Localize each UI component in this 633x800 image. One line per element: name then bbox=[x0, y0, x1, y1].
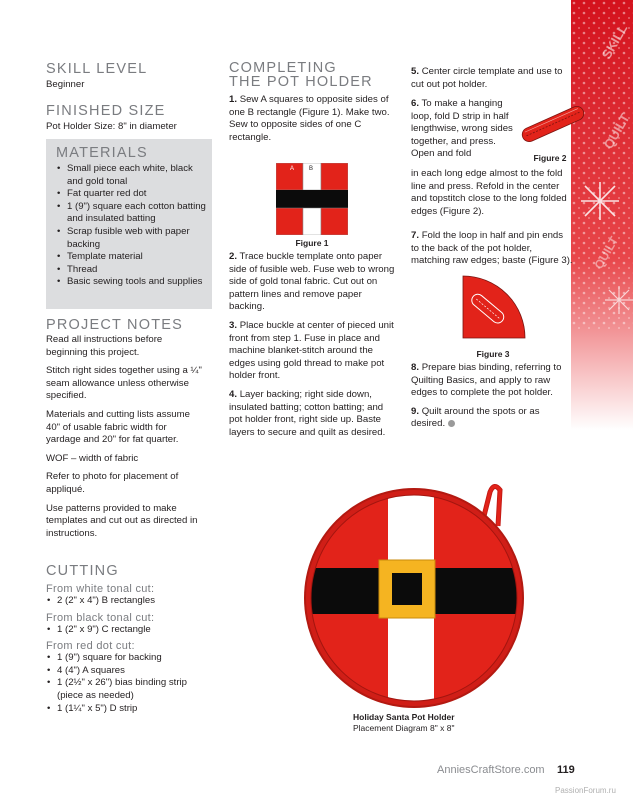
watermark: PassionForum.ru bbox=[555, 786, 616, 795]
step-text: Quilt around the spots or as desired. bbox=[411, 405, 540, 430]
step-6-part-b: in each long edge almost to the fold line and press. Refold in the center and topstitch close to the long folded edges (Figure 2). bbox=[411, 168, 567, 217]
step-text: Prepare bias binding, referring to Quilting Basics, and apply to raw edges to complete the pot holder. bbox=[411, 362, 562, 399]
quilt-decor-strip bbox=[571, 0, 633, 430]
svg-text:QUILT: QUILT bbox=[600, 111, 633, 152]
list-item: • Scrap fusible web with paper backing bbox=[56, 226, 208, 251]
list-item: • Thread bbox=[56, 264, 208, 277]
step-number: 4. bbox=[229, 388, 238, 400]
fig1-label-c: C bbox=[309, 185, 314, 191]
step-number: 9. bbox=[411, 405, 420, 417]
list-item: • 1 (9") square each cotton batting and insulated batting bbox=[56, 201, 208, 226]
fig1-block-a-top-right bbox=[321, 163, 348, 190]
fig1-block-a-bottom-left bbox=[276, 208, 303, 235]
list-item: • Template material bbox=[56, 251, 208, 264]
step-text: Sew A squares to opposite sides of one B rectangle (Figure 1). Make two. Sew to opposite sides of one C rectangle. bbox=[229, 94, 390, 143]
step-number: 8. bbox=[411, 362, 420, 373]
step-text: Trace buckle template onto paper side of fusible web. Fuse web to wrong side of gold tonal fabric. Cut out on pattern lines and remove paper backing. bbox=[229, 251, 395, 313]
figure-2-caption: Figure 2 bbox=[533, 153, 567, 163]
completing-heading-line2: THE POT HOLDER bbox=[229, 74, 373, 90]
paragraph: Use patterns provided to make templates and cut out as directed in instructions. bbox=[46, 502, 198, 539]
middle-steps bbox=[229, 251, 399, 445]
list-item: • Small piece each white, black and gold tonal bbox=[56, 163, 208, 188]
svg-text:SKILL: SKILL bbox=[598, 21, 631, 62]
cutting-group-label: From white tonal cut: bbox=[46, 583, 155, 595]
snowflake-icon bbox=[605, 286, 633, 314]
list-item: • 1 (2" x 9") C rectangle bbox=[46, 624, 206, 637]
completing-heading bbox=[229, 61, 373, 89]
paragraph: WOF – width of fabric bbox=[46, 452, 139, 464]
step-text: Layer backing; right side down, insulated batting; cotton batting; and pot holder front, right side up. Baste layers to secure and quilt as desired. bbox=[229, 388, 386, 438]
step-text: To make a hanging loop, fold D strip in half lengthwise, wrong sides together, and press. Open and fold bbox=[411, 98, 513, 160]
step-number: 1. bbox=[229, 94, 238, 105]
list-item: • Fat quarter red dot bbox=[56, 188, 208, 201]
step-2 bbox=[229, 251, 399, 314]
page-number: 119 bbox=[557, 764, 575, 776]
step-6-part-a bbox=[411, 98, 514, 161]
project-notes-body bbox=[46, 334, 204, 546]
list-item: • 1 (2½" x 26") bias binding strip (piece as needed) bbox=[46, 677, 206, 702]
cutting-list bbox=[46, 652, 206, 715]
step-4 bbox=[229, 389, 399, 439]
figure-2 bbox=[518, 102, 588, 146]
placement-subtitle: Placement Diagram 8" x 8" bbox=[353, 723, 455, 733]
step-1 bbox=[229, 94, 399, 144]
materials-list bbox=[56, 163, 208, 289]
figure-1-caption: Figure 1 bbox=[295, 238, 329, 248]
placement-caption bbox=[353, 712, 513, 734]
cutting-list bbox=[46, 624, 206, 637]
paragraph: Stitch right sides together using a ¼" seam allowance unless otherwise specified. bbox=[46, 365, 202, 402]
fig1-block-c bbox=[276, 190, 348, 208]
end-dot-icon bbox=[448, 420, 455, 427]
step-text: Fold the loop in half and pin ends to the back of the pot holder, matching raw edges; baste (Figure 3). bbox=[411, 230, 573, 267]
figure-3-caption: Figure 3 bbox=[476, 349, 510, 359]
completing-heading-line1: COMPLETING bbox=[229, 60, 337, 76]
list-item: • 4 (4") A squares bbox=[46, 665, 206, 678]
cutting-group-label: From red dot cut: bbox=[46, 640, 135, 653]
materials-heading: MATERIALS bbox=[56, 145, 148, 161]
list-item: • 1 (9") square for backing bbox=[46, 652, 206, 665]
snowflake-icon bbox=[581, 182, 619, 220]
materials-panel bbox=[46, 139, 212, 309]
skill-level-heading: SKILL LEVEL bbox=[46, 61, 148, 77]
project-notes-heading: PROJECT NOTES bbox=[46, 317, 183, 333]
step-3 bbox=[229, 320, 399, 383]
paragraph: Refer to photo for placement of appliqué. bbox=[46, 471, 179, 495]
cutting-group-label: From black tonal cut: bbox=[46, 611, 155, 624]
placement-title: Holiday Santa Pot Holder bbox=[353, 712, 455, 722]
step-number: 2. bbox=[229, 251, 238, 262]
step-text: Center circle template and use to cut out pot holder. bbox=[411, 66, 563, 90]
paragraph: Read all instructions before beginning this project. bbox=[46, 334, 163, 358]
list-item: • Basic sewing tools and supplies bbox=[56, 276, 208, 289]
step-number: 7. bbox=[411, 230, 420, 241]
right-last-steps bbox=[411, 362, 573, 437]
figure-3 bbox=[455, 272, 530, 342]
fig1-label-b: B bbox=[309, 166, 314, 172]
step-7 bbox=[411, 230, 573, 268]
skill-level-value: Beginner bbox=[46, 79, 85, 90]
svg-text:QUILT: QUILT bbox=[591, 234, 622, 272]
step-9 bbox=[411, 406, 573, 431]
santa-pot-holder-diagram bbox=[300, 480, 528, 712]
paragraph: Materials and cutting lists assume 40" of usable fabric width for yardage and 20" for fat quarter. bbox=[46, 408, 190, 446]
list-item: • 2 (2" x 4") B rectangles bbox=[46, 595, 206, 608]
list-item: • 1 (1¼" x 5") D strip bbox=[46, 703, 206, 716]
fig1-block-a-bottom-right bbox=[321, 208, 348, 235]
finished-size-value: Pot Holder Size: 8" in diameter bbox=[46, 121, 177, 132]
step-8 bbox=[411, 362, 573, 400]
cutting-heading: CUTTING bbox=[46, 563, 119, 579]
figure-1 bbox=[276, 163, 348, 235]
fig1-label-a: A bbox=[290, 166, 295, 172]
finished-size-heading: FINISHED SIZE bbox=[46, 103, 166, 119]
step-number: 6. bbox=[411, 98, 420, 109]
step-5 bbox=[411, 66, 571, 91]
cutting-list bbox=[46, 595, 206, 608]
cutting-body bbox=[46, 583, 206, 715]
step-text: Place buckle at center of pieced unit front from step 1. Fuse in place and machine blanket-stitch around the edges using gold thread to make pot holder front. bbox=[229, 319, 394, 382]
fig1-block-b-bottom bbox=[303, 208, 321, 235]
step-number: 5. bbox=[411, 66, 420, 77]
step-number: 3. bbox=[229, 319, 238, 331]
footer-site: AnniesCraftStore.com bbox=[437, 764, 545, 776]
